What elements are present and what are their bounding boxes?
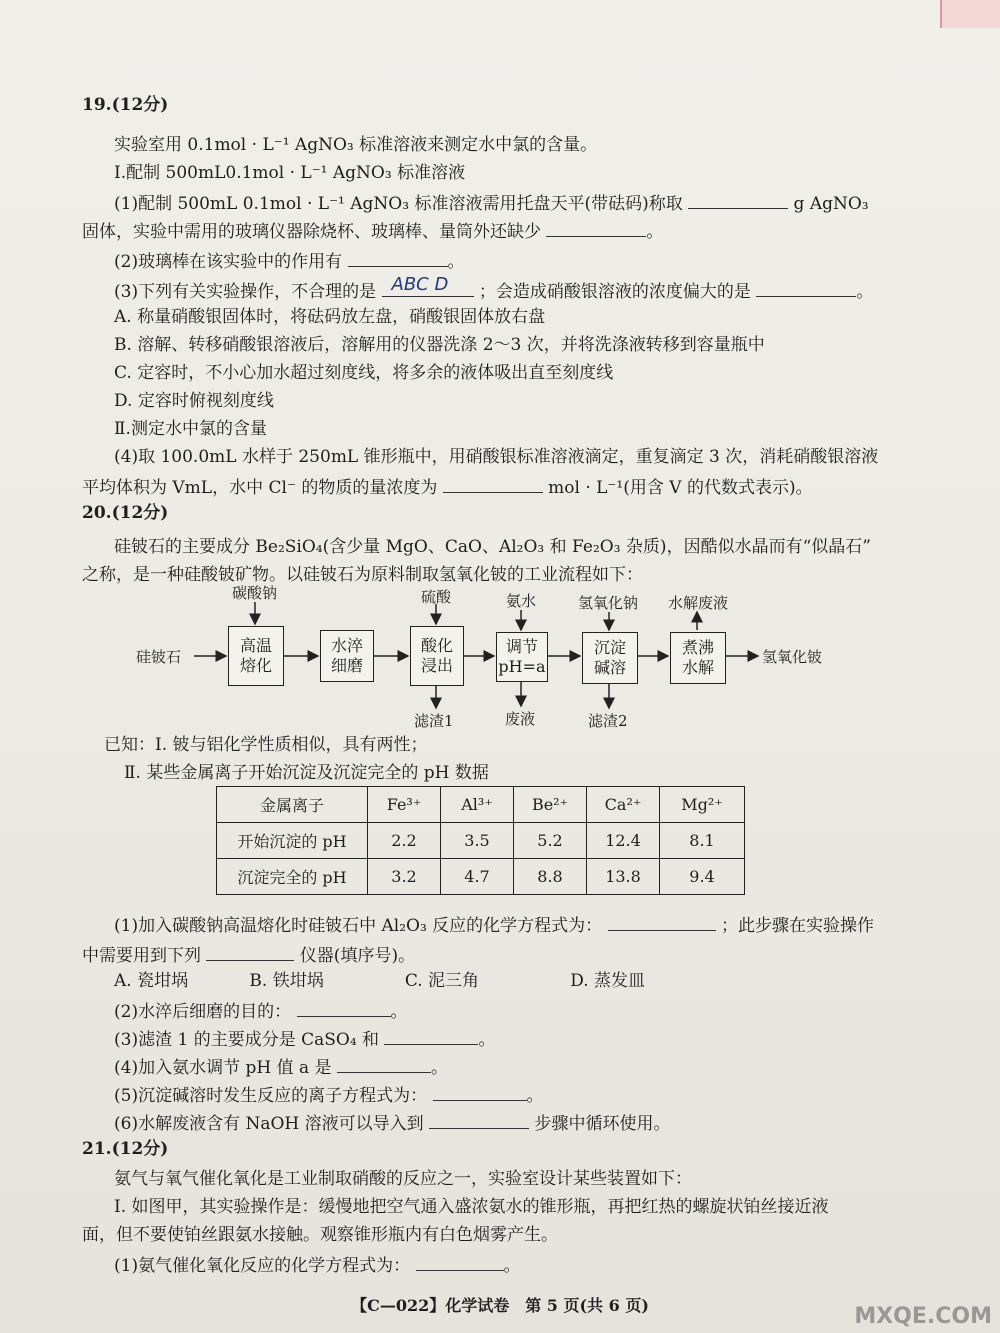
q20-intro-1: 硅铍石的主要成分 Be₂SiO₄(含少量 MgO、CaO、Al₂O₃ 和 Fe₂O₃ 杂质)，因酷似水晶而有“似晶石” (114, 537, 871, 557)
q20-q1-text: (1)加入碳酸钠高温熔化时硅铍石中 Al₂O₃ 反应的化学方程式为： (114, 916, 603, 936)
flow-box-adjust-ph: 调节 pH=a (496, 632, 548, 682)
q19-q4b-text: 平均体积为 VmL，水中 Cl⁻ 的物质的量浓度为 (82, 478, 438, 498)
q20-q1b-text: ；此步骤在实验操作 (720, 916, 874, 936)
q19-q3b-text: ；会造成硝酸银溶液的浓度偏大的是 (478, 282, 751, 302)
q20-q1 (114, 912, 874, 937)
table-cell: 开始沉淀的 pH (217, 823, 368, 859)
q20-opt-a: A. 瓷坩埚 (114, 971, 189, 991)
q20-q4-text: (4)加入氨水调节 pH 值 a 是 (114, 1058, 332, 1078)
table-cell: 8.1 (660, 823, 745, 859)
table-cell: 3.2 (368, 859, 441, 895)
flow-box-quench: 水淬 细磨 (320, 630, 374, 682)
q19-opt-b: B. 溶解、转移硝酸银溶液后，溶解用的仪器洗涤 2～3 次，并将洗涤液转移到容量瓶中 (114, 335, 765, 355)
table-cell: 5.2 (514, 823, 587, 859)
q19-q3: (3)下列有关实验操作，不合理的是 ABC D ；会造成硝酸银溶液的浓度偏大的是 。 (114, 274, 874, 302)
q20-q1d-text: 仪器(填序号)。 (299, 946, 416, 966)
table-header-cell: Ca²⁺ (587, 787, 660, 823)
table-header-cell: Mg²⁺ (660, 787, 745, 823)
q19-q2-text: (2)玻璃棒在该实验中的作用有 (114, 252, 343, 272)
q21-intro: 氨气与氧气催化氧化是工业制取硝酸的反应之一，实验室设计某些装置如下： (114, 1169, 692, 1189)
table-cell: 4.7 (441, 859, 514, 895)
q19-q1b: 固体，实验中需用的玻璃仪器除烧杯、玻璃棒、量筒外还缺少 。 (82, 218, 663, 243)
q20-q6-text: (6)水解废液含有 NaOH 溶液可以导入到 (114, 1114, 424, 1134)
q19-q1-unit: g AgNO₃ (793, 194, 869, 214)
table-cell: 9.4 (660, 859, 745, 895)
q20-options (114, 970, 690, 992)
q19-intro: 实验室用 0.1mol · L⁻¹ AgNO₃ 标准溶液来测定水中氯的含量。 (114, 135, 598, 155)
q20-intro-2: 之称，是一种硅酸铍矿物。以硅铍石为原料制取氢氧化铍的工业流程如下： (82, 565, 643, 585)
q19-q2: (2)玻璃棒在该实验中的作用有 。 (114, 248, 465, 273)
q20-opt-d: D. 蒸发皿 (570, 971, 646, 991)
q20-q5: (5)沉淀碱溶时发生反应的离子方程式为： 。 (114, 1082, 544, 1107)
q20-q3-blank[interactable] (384, 1026, 478, 1045)
product-waste-liquid: 废液 (505, 710, 536, 728)
table-header-cell: Al³⁺ (441, 787, 514, 823)
q20-q2: (2)水淬后细磨的目的： 。 (114, 998, 408, 1023)
q20-heading: 20.(12分) (82, 503, 169, 523)
flow-input: 硅铍石 (136, 648, 182, 666)
q20-opt-b: B. 铁坩埚 (249, 971, 324, 991)
table-cell: 13.8 (587, 859, 660, 895)
q21-q1-blank[interactable] (416, 1252, 504, 1271)
table-cell: 12.4 (587, 823, 660, 859)
table-row (217, 823, 745, 859)
table-header-cell: 金属离子 (217, 787, 368, 823)
q21-part1-b: 面，但不要使铂丝跟氨水接触。观察锥形瓶内有白色烟雾产生。 (82, 1225, 558, 1245)
table-cell: 沉淀完全的 pH (217, 859, 368, 895)
q20-q1c-blank[interactable] (206, 942, 294, 961)
q19-q4: (4)取 100.0mL 水样于 250mL 锥形瓶中，用硝酸银标准溶液滴定，重复滴定 3 次，消耗硝酸银溶液 (114, 447, 879, 467)
q20-q3-text: (3)滤渣 1 的主要成分是 CaSO₄ 和 (114, 1030, 380, 1050)
q20-q6b-text: 步骤中循环使用。 (534, 1114, 671, 1134)
q20-q2-blank[interactable] (297, 998, 391, 1017)
table-row (217, 859, 745, 895)
q19-q3-text: (3)下列有关实验操作，不合理的是 (114, 282, 377, 302)
q20-known-2: Ⅱ. 某些金属离子开始沉淀及沉淀完全的 pH 数据 (124, 763, 489, 783)
q20-q4: (4)加入氨水调节 pH 值 a 是 。 (114, 1054, 448, 1079)
q20-q4-blank[interactable] (337, 1054, 431, 1073)
q19-opt-a: A. 称量硝酸银固体时，将砝码放左盘，硝酸银固体放右盘 (114, 307, 546, 327)
q19-part1: Ⅰ.配制 500mL0.1mol · L⁻¹ AgNO₃ 标准溶液 (114, 163, 466, 183)
reagent-sodium-hydroxide: 氢氧化钠 (578, 594, 639, 612)
q19-opt-d: D. 定容时俯视刻度线 (114, 391, 274, 411)
q20-opt-c: C. 泥三角 (404, 971, 480, 991)
q19-q1b-text: 固体，实验中需用的玻璃仪器除烧杯、玻璃棒、量筒外还缺少 (82, 222, 541, 242)
table-header-row (217, 787, 745, 823)
table-header-cell: Be²⁺ (514, 787, 587, 823)
q21-q1-text: (1)氨气催化氧化反应的化学方程式为： (114, 1256, 411, 1276)
q21-part1-a: Ⅰ. 如图甲，其实验操作是：缓慢地把空气通入盛浓氨水的锥形瓶，再把红热的螺旋状铂丝接近液 (114, 1197, 829, 1217)
q20-q6 (114, 1110, 670, 1135)
q20-q6-blank[interactable] (429, 1110, 529, 1129)
reagent-sodium-carbonate: 碳酸钠 (232, 584, 278, 602)
q19-q1-text: (1)配制 500mL 0.1mol · L⁻¹ AgNO₃ 标准溶液需用托盘天平(带砝码)称取 (114, 194, 683, 214)
q19-q3-handwriting: ABC D (391, 274, 449, 295)
table-cell: 8.8 (514, 859, 587, 895)
q19-opt-c: C. 定容时，不小心加水超过刻度线，将多余的液体吸出直至刻度线 (114, 363, 614, 383)
q21-q1: (1)氨气催化氧化反应的化学方程式为： 。 (114, 1252, 521, 1277)
q20-q5-blank[interactable] (433, 1082, 527, 1101)
q20-q2-text: (2)水淬后细磨的目的： (114, 1002, 292, 1022)
flow-box-boil-hydrolysis: 煮沸 水解 (670, 632, 726, 684)
q19-heading: 19.(12分) (82, 95, 169, 115)
q19-q4-unit: mol · L⁻¹(用含 V 的代数式表示)。 (548, 478, 813, 498)
flow-box-melt: 高温 熔化 (228, 626, 284, 686)
table-header-cell: Fe³⁺ (368, 787, 441, 823)
table-cell: 2.2 (368, 823, 441, 859)
q20-q1c-text: 中需要用到下列 (82, 946, 201, 966)
q19-part2: Ⅱ.测定水中氯的含量 (114, 419, 267, 439)
reagent-sulfuric-acid: 硫酸 (421, 588, 452, 606)
waste-hydrolysis-liquid: 水解废液 (668, 594, 729, 612)
product-residue-2: 滤渣2 (588, 712, 628, 730)
product-residue-1: 滤渣1 (414, 712, 454, 730)
flow-output: 氢氧化铍 (762, 648, 823, 666)
page-footer: 【C—022】化学试卷 第 5 页(共 6 页) (351, 1296, 649, 1315)
q20-q5-text: (5)沉淀碱溶时发生反应的离子方程式为： (114, 1086, 428, 1106)
q20-known-1: 已知：Ⅰ. 铍与铝化学性质相似，具有两性； (104, 735, 428, 755)
q20-q1-blank[interactable] (608, 912, 716, 931)
flow-box-acid-leach: 酸化 浸出 (410, 626, 464, 686)
q20-q1c (82, 942, 415, 967)
table-cell: 3.5 (441, 823, 514, 859)
ph-data-table (216, 786, 745, 895)
watermark: MXQE.COM (854, 1304, 992, 1329)
reagent-ammonia: 氨水 (506, 592, 537, 610)
q20-q3: (3)滤渣 1 的主要成分是 CaSO₄ 和 。 (114, 1026, 495, 1051)
q21-heading: 21.(12分) (82, 1139, 169, 1159)
flow-box-alkali-dissolve: 沉淀 碱溶 (582, 632, 638, 684)
